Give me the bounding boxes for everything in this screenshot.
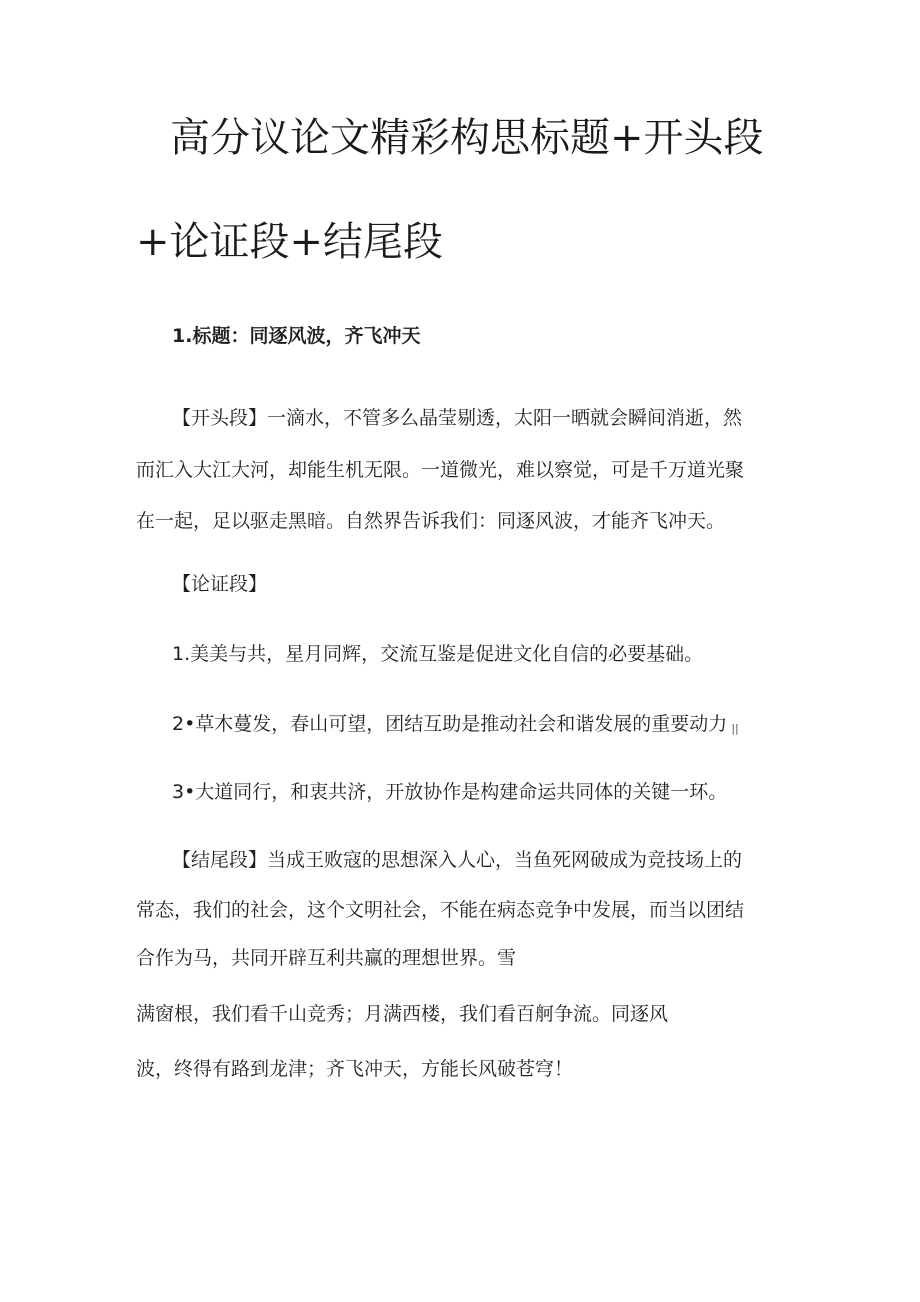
closing-paragraph-line-5: 波，终得有路到龙津；齐飞冲天，方能长风破苍穹！: [136, 1058, 574, 1080]
document-title-line-2: +论证段+结尾段: [136, 219, 444, 265]
argument-label: 【论证段】: [172, 573, 268, 595]
closing-paragraph-line-3: 合作为马，共同开辟互利共赢的理想世界。雪: [136, 947, 517, 969]
document-title-line-1: 高分议论文精彩构思标题+开头段: [170, 115, 764, 161]
opening-paragraph-line-2: 而汇入大江大河，却能生机无限。一道微光，难以察觉，可是千万道光聚: [136, 459, 745, 481]
opening-paragraph-line-3: 在一起，足以驱走黑暗。自然界告诉我们：同逐风波，才能齐飞冲天。: [136, 510, 726, 532]
argument-point-3: 3•大道同行，和衷共济，开放协作是构建命运共同体的关键一环。: [172, 781, 728, 803]
argument-point-1: 1.美美与共，星月同辉，交流互鉴是促进文化自信的必要基础。: [172, 643, 704, 665]
argument-point-2-text: 2•草木蔓发，春山可望，团结互助是推动社会和谐发展的重要动力: [172, 713, 728, 735]
closing-paragraph-line-1: 【结尾段】当成王败寇的思想深入人心，当鱼死网破成为竞技场上的: [172, 849, 743, 871]
opening-paragraph-line-1: 【开头段】一滴水，不管多么晶莹剔透，太阳一晒就会瞬间消逝，然: [172, 407, 743, 429]
argument-point-2-mark: ||: [731, 722, 739, 735]
closing-paragraph-line-2: 常态，我们的社会，这个文明社会，不能在病态竞争中发展，而当以团结: [136, 899, 745, 921]
section-heading: 1.标题：同逐风波，齐飞冲天: [172, 325, 421, 347]
closing-paragraph-line-4: 满窗根，我们看千山竞秀；月满西楼，我们看百舸争流。同逐风: [136, 1003, 669, 1025]
argument-point-2: [172, 712, 832, 741]
